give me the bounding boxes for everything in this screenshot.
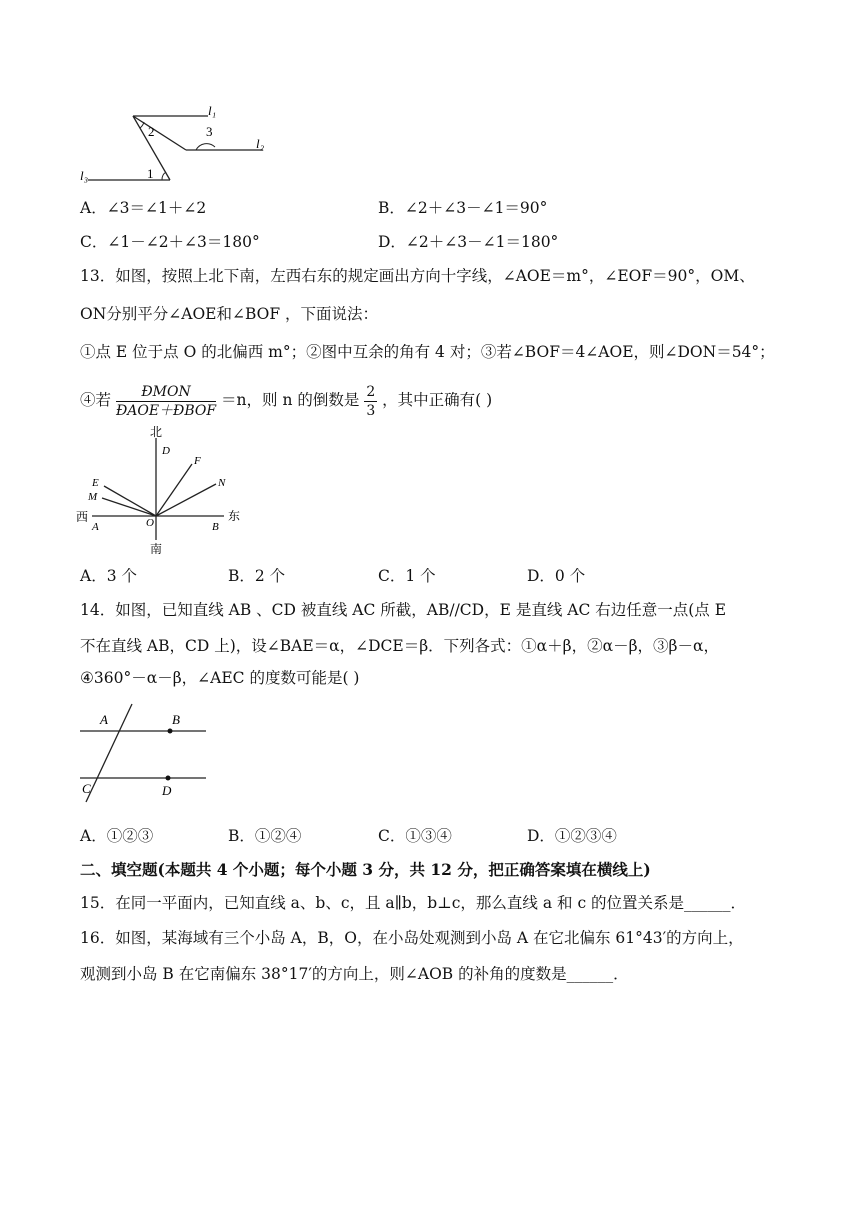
line-ac [86, 704, 132, 802]
q14-line3: ④360°－α－β，∠AEC 的度数可能是( ) [80, 669, 360, 687]
q12-option-a: A．∠3＝∠1＋∠2 [80, 199, 207, 217]
q13-fraction-2-numerator: 2 [366, 383, 376, 400]
q12-diagram [78, 100, 278, 186]
q13-compass-diagram [74, 424, 254, 556]
q13-line4-pre: ④若 [80, 391, 112, 409]
q13-fraction [116, 383, 216, 420]
q14-line1: 14．如图，已知直线 AB 、CD 被直线 AC 所截，AB//CD，E 是直线 AC 右边任意一点(点 E [80, 601, 727, 619]
label-l1: l₁ [208, 103, 217, 118]
label-l3: l₃ [80, 168, 89, 183]
q13-line3: ①点 E 位于点 O 的北偏西 m°；②图中互余的角有 4 对；③若∠BOF＝4∠AOE，则∠DON＝54°； [80, 343, 775, 361]
q14-figure [74, 700, 214, 804]
label-m: M [88, 491, 98, 503]
label-d: D [162, 445, 170, 457]
label-angle-3: 3 [206, 124, 213, 139]
q13-figure [74, 424, 254, 556]
label-north: 北 [150, 425, 163, 439]
transversal-2 [133, 116, 186, 150]
q13-option-b: B．2 个 [228, 567, 286, 585]
q12-option-d: D．∠2＋∠3－∠1＝180° [378, 233, 559, 251]
label-f: F [194, 455, 201, 467]
q12-option-c: C．∠1－∠2＋∠3＝180° [80, 233, 260, 251]
q14-line2: 不在直线 AB，CD 上)，设∠BAE＝α，∠DCE＝β．下列各式：①α＋β，②α－β，③β－α， [80, 637, 719, 655]
q13-line4-mid: ＝n，则 n 的倒数是 [221, 391, 360, 409]
label-d: D [162, 783, 172, 798]
label-c: C [82, 781, 91, 796]
label-east: 东 [228, 509, 241, 523]
label-n: N [218, 477, 226, 489]
ray-of [156, 464, 192, 516]
label-e: E [92, 477, 99, 489]
label-south: 南 [150, 542, 163, 556]
section2-heading: 二、填空题(本题共 4 个小题；每个小题 3 分，共 12 分，把正确答案填在横线上) [80, 860, 651, 879]
q13-fraction-2 [364, 383, 377, 420]
q13-line2: ON分别平分∠AOE和∠BOF ，下面说法： [80, 305, 379, 323]
label-angle-2: 2 [148, 124, 155, 139]
ray-on [156, 484, 216, 516]
q15-text: 15．在同一平面内，已知直线 a、b、c，且 a∥b，b⊥c，那么直线 a 和 c 的位置关系是______． [80, 894, 747, 912]
q13-line4-post: ，其中正确有( ) [382, 391, 493, 409]
q14-option-b: B．①②④ [228, 827, 302, 845]
label-o: O [146, 517, 154, 529]
q16-line2: 观测到小岛 B 在它南偏东 38°17′的方向上，则∠AOB 的补角的度数是______． [80, 965, 629, 983]
q13-option-a: A．3 个 [80, 567, 137, 585]
point-d [166, 776, 171, 781]
label-angle-1: 1 [147, 166, 154, 181]
q13-option-c: C．1 个 [378, 567, 436, 585]
q14-parallel-lines-diagram [74, 700, 214, 804]
label-b: B [172, 712, 180, 727]
label-a: A [92, 521, 99, 533]
angle-3-arc [196, 144, 215, 150]
q13-line4 [80, 378, 492, 422]
label-b: B [212, 521, 219, 533]
q13-fraction-denominator: ĐAOE＋ĐBOF [115, 402, 217, 419]
point-b [168, 729, 173, 734]
q13-fraction-2-denominator: 3 [366, 402, 376, 419]
q13-line1: 13．如图，按照上北下南，左西右东的规定画出方向十字线，∠AOE＝m°，∠EOF＝90°，OM、 [80, 267, 755, 285]
label-l2: l₂ [256, 136, 265, 151]
q14-option-a: A．①②③ [80, 827, 154, 845]
q14-option-d: D．①②③④ [527, 827, 617, 845]
angle-2-arc [140, 122, 144, 128]
label-a: A [100, 712, 108, 727]
label-west: 西 [76, 510, 89, 524]
q12-figure [78, 100, 278, 186]
q13-option-d: D．0 个 [527, 567, 586, 585]
q14-option-c: C．①③④ [378, 827, 452, 845]
q12-option-b: B．∠2＋∠3－∠1＝90° [378, 199, 548, 217]
q16-line1: 16．如图，某海域有三个小岛 A，B，O，在小岛处观测到小岛 A 在它北偏东 61°43′的方向上， [80, 929, 744, 947]
q13-fraction-numerator: ĐMON [116, 383, 216, 402]
